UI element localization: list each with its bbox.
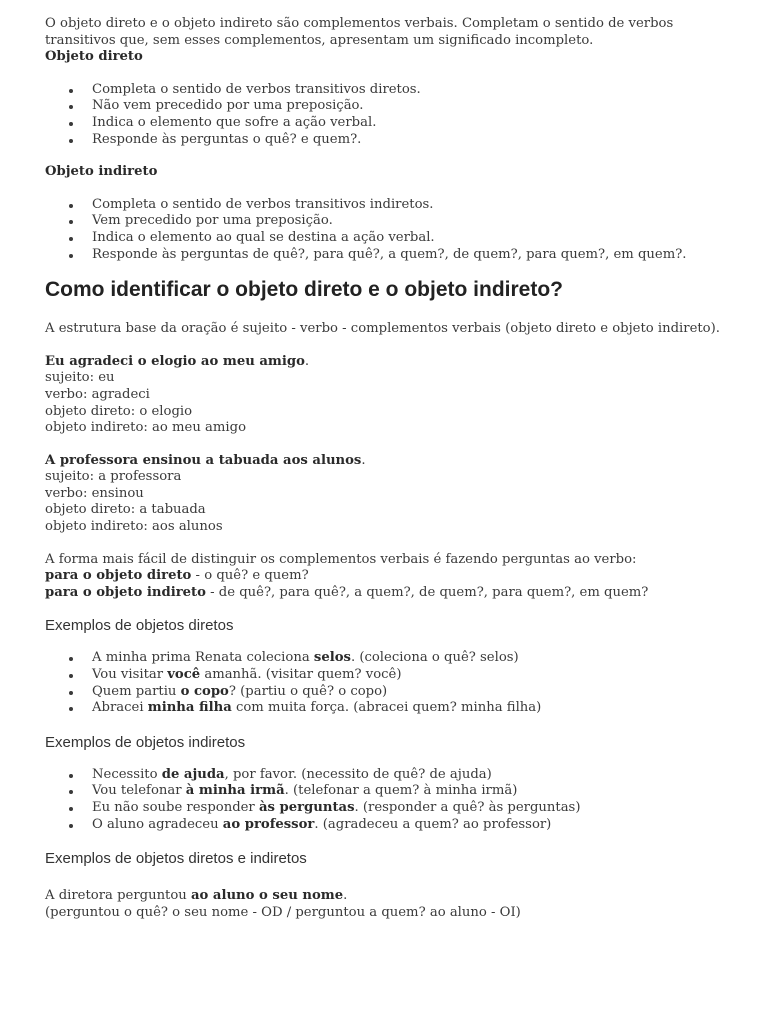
example-sentence: Eu agradeci o elogio ao meu amigo.: [45, 353, 310, 369]
objeto-indireto-list: [45, 197, 745, 263]
example-1: [45, 354, 745, 437]
objeto-direto-list: [45, 82, 745, 148]
final-example: [45, 888, 745, 921]
intro-paragraph: O objeto direto e o objeto indireto são complementos verbais. Completam o sentido de verbos transitivos que, sem esses complementos, apresentam um significado incompleto.: [45, 16, 674, 48]
example-sentence: A professora ensinou a tabuada aos alunos.: [45, 452, 366, 468]
section-title: Como identificar o objeto direto e o objeto indireto?: [45, 278, 563, 302]
list-item: O aluno agradeceu ao professor. (agradeceu a quem? ao professor): [92, 817, 745, 834]
list-item: Vou visitar você amanhã. (visitar quem? você): [92, 667, 745, 684]
examples-od-list: [45, 650, 745, 716]
example-line: objeto indireto: ao meu amigo: [45, 420, 247, 436]
distinguish-od: para o objeto direto - o quê? e quem?: [45, 568, 309, 584]
list-item: Completa o sentido de verbos transitivos indiretos.: [92, 197, 745, 214]
list-item: Eu não soube responder às perguntas. (responder a quê? às perguntas): [92, 800, 745, 817]
example-line: objeto indireto: aos alunos: [45, 519, 223, 535]
distinguish-block: [45, 552, 745, 602]
example-2: [45, 453, 745, 536]
list-item: Quem partiu o copo? (partiu o quê? o copo): [92, 684, 745, 701]
example-line: objeto direto: a tabuada: [45, 502, 206, 518]
list-item: Vou telefonar à minha irmã. (telefonar a quem? à minha irmã): [92, 783, 745, 800]
document-body: [45, 16, 745, 921]
examples-oi-list: [45, 767, 745, 833]
examples-both-heading: Exemplos de objetos diretos e indiretos: [45, 850, 307, 868]
final-note: (perguntou o quê? o seu nome - OD / perguntou a quem? ao aluno - OI): [45, 904, 521, 920]
list-item: A minha prima Renata coleciona selos. (coleciona o quê? selos): [92, 650, 745, 667]
distinguish-text: A forma mais fácil de distinguir os complementos verbais é fazendo perguntas ao verbo:: [45, 551, 637, 567]
structure-paragraph: A estrutura base da oração é sujeito - verbo - complementos verbais (objeto direto e objeto indireto).: [45, 321, 720, 337]
example-line: objeto direto: o elogio: [45, 403, 193, 419]
example-line: sujeito: eu: [45, 370, 115, 386]
example-line: verbo: agradeci: [45, 386, 150, 402]
example-line: verbo: ensinou: [45, 485, 144, 501]
final-sentence: A diretora perguntou ao aluno o seu nome.: [45, 888, 348, 904]
list-item: Necessito de ajuda, por favor. (necessito de quê? de ajuda): [92, 767, 745, 784]
list-item: Indica o elemento que sofre a ação verbal.: [92, 115, 745, 132]
list-item: Responde às perguntas de quê?, para quê?, a quem?, de quem?, para quem?, em quem?.: [92, 247, 745, 264]
list-item: Vem precedido por uma preposição.: [92, 213, 745, 230]
list-item: Não vem precedido por uma preposição.: [92, 98, 745, 115]
objeto-indireto-heading: Objeto indireto: [45, 164, 158, 180]
list-item: Indica o elemento ao qual se destina a ação verbal.: [92, 230, 745, 247]
list-item: Abracei minha filha com muita força. (abracei quem? minha filha): [92, 700, 745, 717]
distinguish-oi: para o objeto indireto - de quê?, para quê?, a quem?, de quem?, para quem?, em quem?: [45, 584, 649, 600]
list-item: Completa o sentido de verbos transitivos diretos.: [92, 82, 745, 99]
objeto-direto-heading: Objeto direto: [45, 49, 143, 65]
list-item: Responde às perguntas o quê? e quem?.: [92, 132, 745, 149]
examples-oi-heading: Exemplos de objetos indiretos: [45, 733, 246, 751]
examples-od-heading: Exemplos de objetos diretos: [45, 617, 234, 635]
example-line: sujeito: a professora: [45, 469, 182, 485]
